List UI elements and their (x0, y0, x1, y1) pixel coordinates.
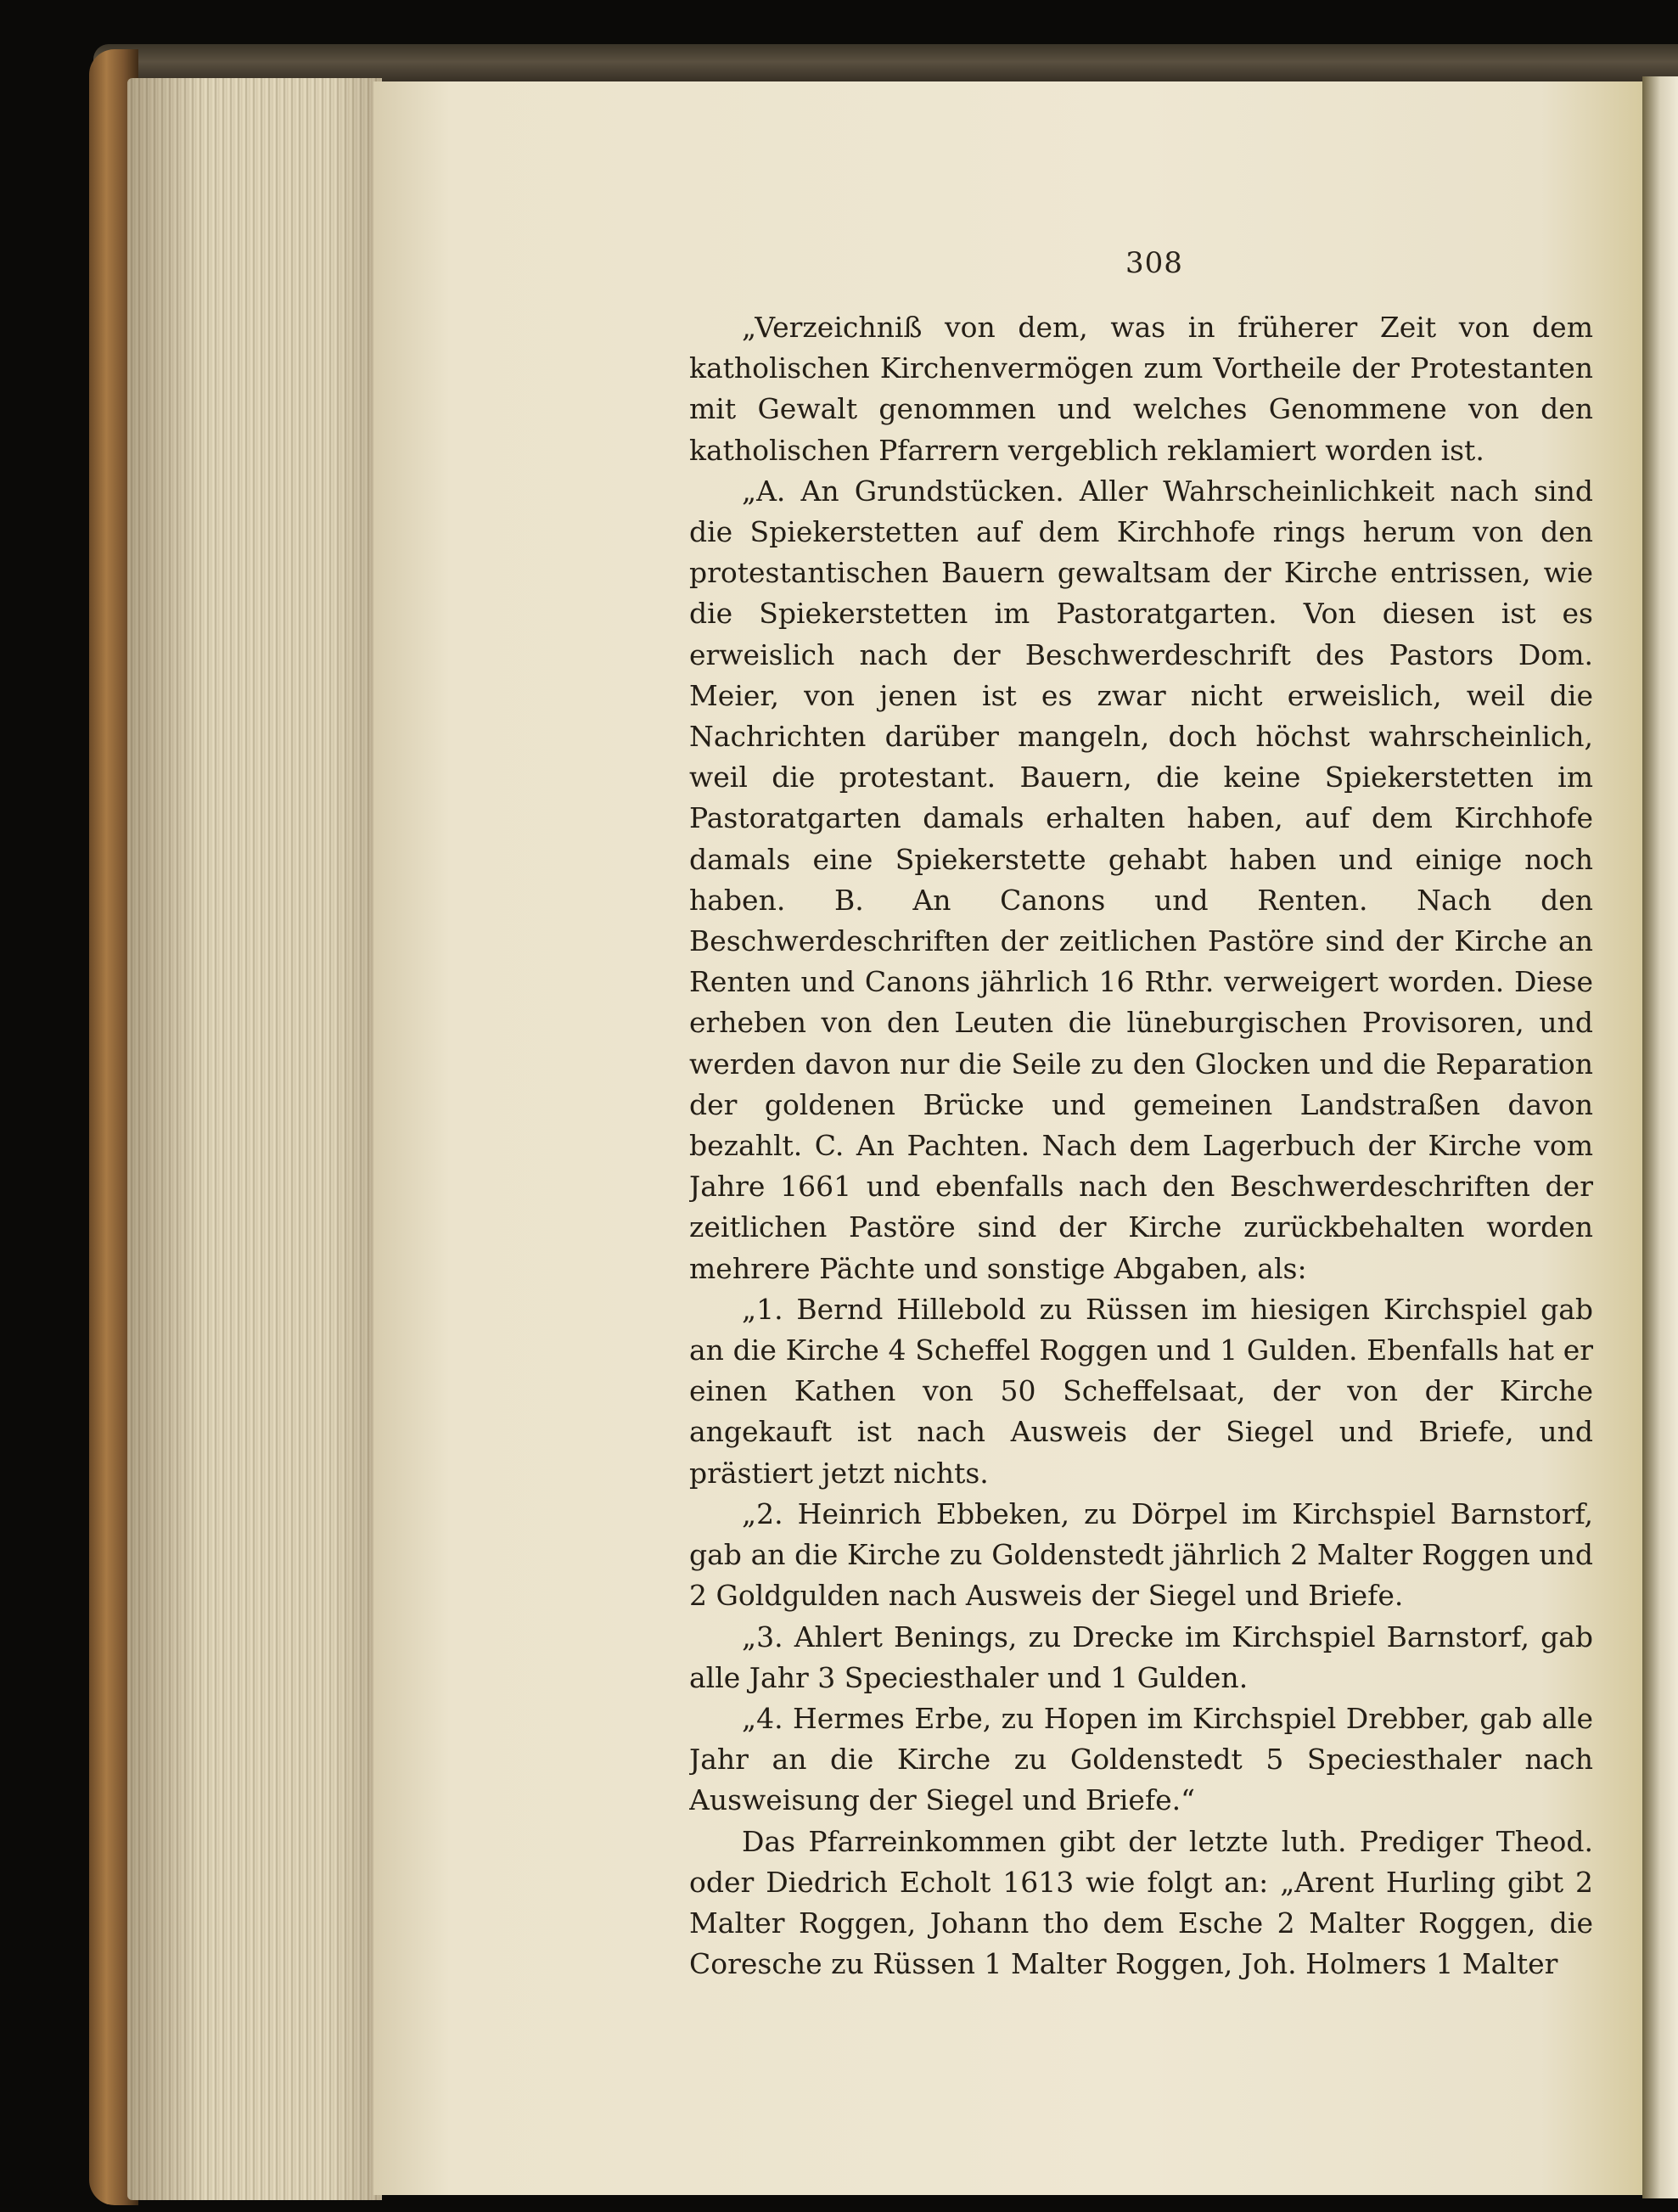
facing-page-edge (1642, 76, 1678, 2198)
page-number: 308 (1125, 246, 1183, 280)
page-block-shadow (127, 78, 382, 2200)
paragraph-item-2: „2. Heinrich Ebbeken, zu Dörpel im Kirchspiel Barnstorf, gab an die Kirche zu Goldenstedt jährlich 2 Malter Roggen und 2 Goldgulden nach Ausweis der Siegel und Briefe. (689, 1496, 1593, 1613)
paragraph-item-3: „3. Ahlert Benings, zu Drecke im Kirchspiel Barnstorf, gab alle Jahr 3 Speciesthaler und 1 Gulden. (689, 1620, 1593, 1694)
paragraph-item-4: „4. Hermes Erbe, zu Hopen im Kirchspiel Drebber, gab alle Jahr an die Kirche zu Goldenstedt 5 Speciesthaler nach Ausweisung der Siegel und Briefe.“ (689, 1701, 1593, 1817)
page-text (689, 307, 1593, 2124)
paragraph-title-quote: „Verzeichniß von dem, was in früherer Zeit von dem katholischen Kirchenvermögen zum Vortheile der Protestanten mit Gewalt genommen und welches Genommene von den katholischen Pfarrern vergeblich reklamiert worden ist. (689, 311, 1593, 467)
paragraph-grundstuecke: „A. An Grundstücken. Aller Wahrscheinlichkeit nach sind die Spiekerstetten auf dem Kirchhofe rings herum von den protestantischen Bauern gewaltsam der Kirche entrissen, wie die Spiekerstetten im Pastoratgarten. Von diesen ist es erweislich nach der Beschwerdeschrift des Pastors Dom. Meier, von jenen ist es zwar nicht erweislich, weil die Nachrichten darüber mangeln, doch höchst wahrscheinlich, weil die protestant. Bauern, die keine Spiekerstetten im Pastoratgarten damals erhalten haben, auf dem Kirchhofe damals eine Spiekerstette gehabt haben und einige noch haben. B. An Canons und Renten. Nach den Beschwerdeschriften der zeitlichen Pastöre sind der Kirche an Renten und Canons jährlich 16 Rthr. verweigert worden. Diese erheben von den Leuten die lüneburgischen Provisoren, und werden davon nur die Seile zu den Glocken und die Reparation der goldenen Brücke und gemeinen Landstraßen davon bezahlt. C. An Pachten. Nach dem Lagerbuch der Kirche vom Jahre 1661 und ebenfalls nach den Beschwerdeschriften der zeitlichen Pastöre sind der Kirche zurückbehalten worden mehrere Pächte und sonstige Abgaben, als: (689, 474, 1593, 1285)
paragraph-pfarreinkommen: Das Pfarreinkommen gibt der letzte luth. Prediger Theod. oder Diedrich Echolt 1613 wie folgt an: „Arent Hurling gibt 2 Malter Roggen, Johann tho dem Esche 2 Malter Roggen, die Coresche zu Rüssen 1 Malter Roggen, Joh. Holmers 1 Malter (689, 1824, 1593, 1981)
paragraph-item-1: „1. Bernd Hillebold zu Rüssen im hiesigen Kirchspiel gab an die Kirche 4 Scheffel Roggen und 1 Gulden. Ebenfalls hat er einen Kathen von 50 Scheffelsaat, der von der Kirche angekauft ist nach Ausweis der Siegel und Briefe, und prästiert jetzt nichts. (689, 1292, 1593, 1490)
